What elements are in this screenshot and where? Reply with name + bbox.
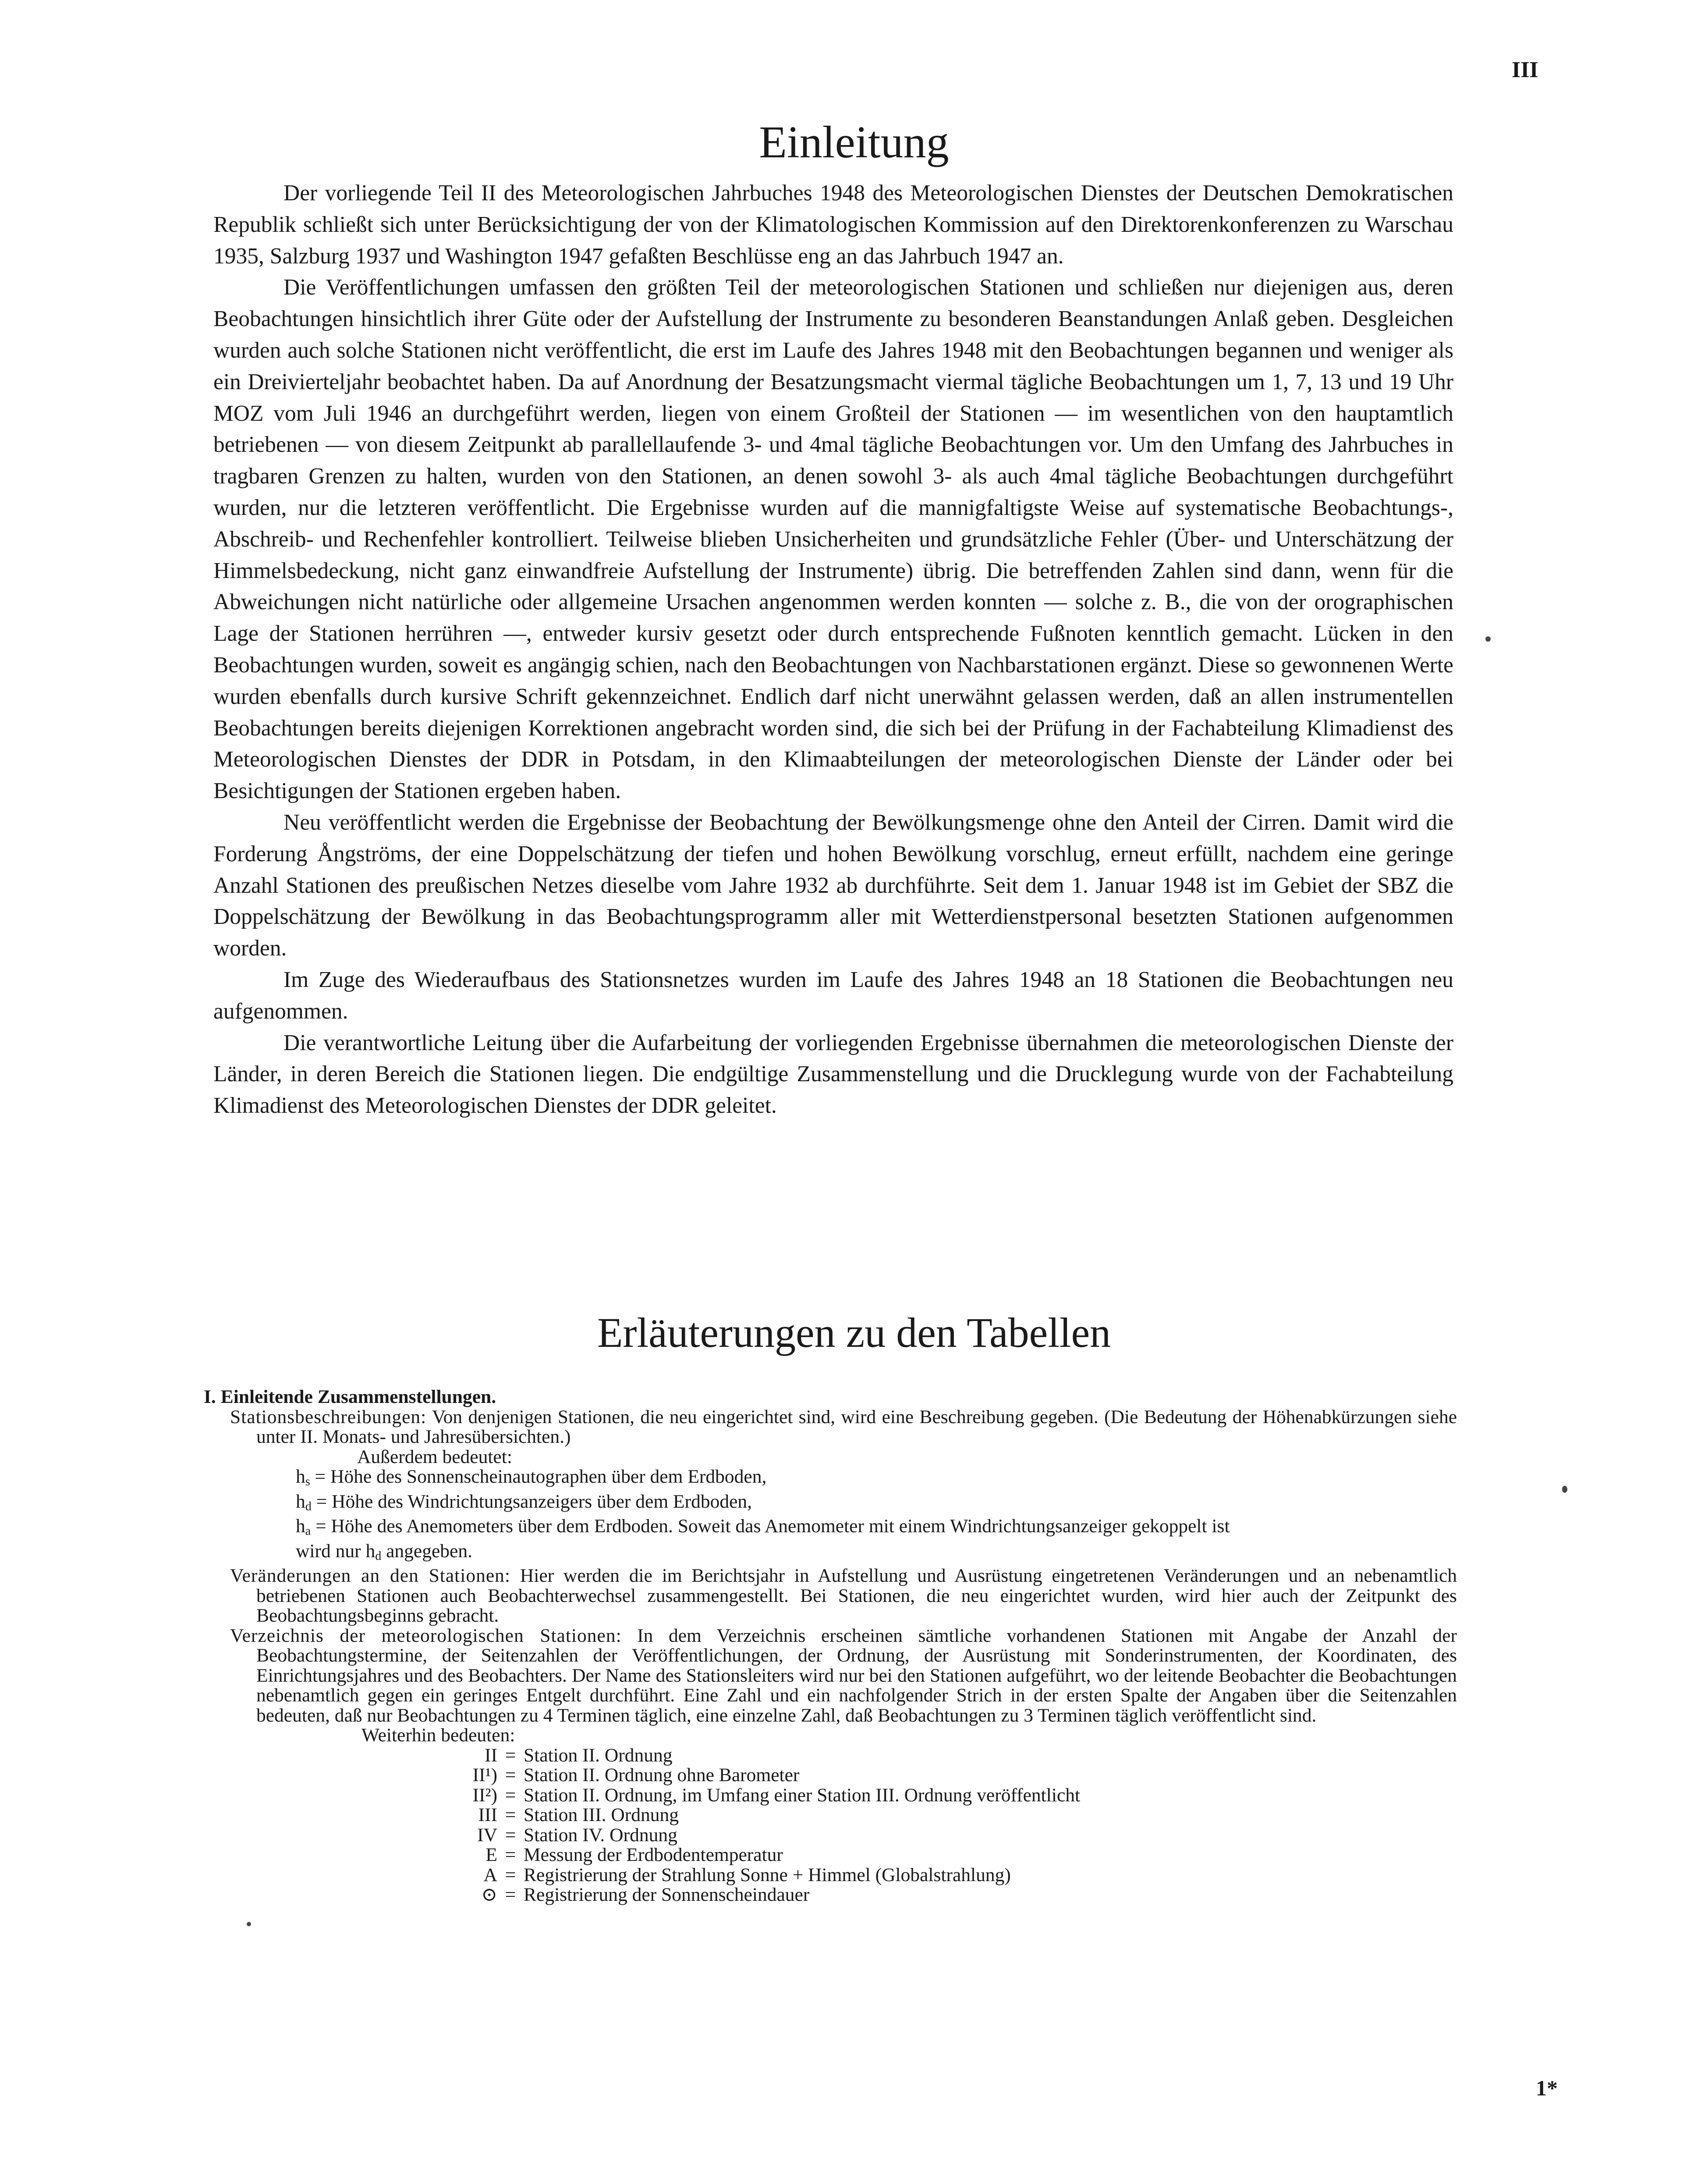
ha-definition	[204, 1516, 1457, 1541]
code-symbol: II¹)	[472, 1765, 497, 1786]
entry-text: In dem Verzeichnis erscheinen sämtliche vorhandenen Stationen mit Angabe der Anzahl der Beobachtungstermine, der Seitenzahlen der Veröffentlichungen, der Ordnung, der Ausrüstung mit Sonderinstrumenten, der Koordinaten, des Einrichtungsjahres und des Beobachters. Der Name des Stationsleiters wird nur bei den Stationen aufgeführt, wo der leitende Beobachter die Beobachtungen nebenamtlich gegen ein geringes Entgelt durchführt. Eine Zahl und ein nachfolgender Strich in der ersten Spalte der Angaben über die Seitenzahlen bedeuten, daß nur Beobachtungen zu 4 Terminen täglich, eine einzelne Zahl, daß Beobachtungen zu 3 Terminen täglich veröffentlicht sind.	[256, 1625, 1457, 1726]
explanations-body	[204, 1387, 1457, 1905]
code-symbol: ⊙	[481, 1884, 497, 1905]
intro-paragraph: Im Zuge des Wiederaufbaus des Stationsnetzes wurden im Laufe des Jahres 1948 an 18 Stationen die Beobachtungen neu aufgenommen.	[213, 967, 1453, 1024]
code-meaning: Station II. Ordnung, im Umfang einer Station III. Ordnung veröffentlicht	[524, 1784, 1081, 1806]
ha-cont-text: wird nur	[296, 1540, 361, 1562]
code-symbol: II²)	[472, 1784, 497, 1806]
code-meaning: Registrierung der Sonnenscheindauer	[524, 1884, 810, 1905]
code-meaning: Station IV. Ordnung	[524, 1824, 677, 1846]
code-row: ⊙ = Registrierung der Sonnenscheindauer	[204, 1885, 1457, 1905]
ha-symbol: $h_a$	[296, 1516, 311, 1538]
changes-entry	[204, 1566, 1457, 1626]
footer-signature-mark: 1*	[1536, 2076, 1558, 2100]
scan-speck	[1485, 636, 1491, 642]
intro-paragraph: Neu veröffentlicht werden die Ergebnisse der Beobachtung der Bewölkungsmenge ohne den Anteil der Cirren. Damit wird die Forderung Ångströms, der eine Doppelschätzung der tiefen und hohen Bewölkung vorschlug, erneut erfüllt, nachdem eine geringe Anzahl Stationen des preußischen Netzes dieselbe vom Jahre 1932 ab durchführte. Seit dem 1. Januar 1948 ist im Gebiet der SBZ die Doppelschätzung der Bewölkung in das Beobachtungsprogramm aller mit Wetterdienstpersonal besetzten Stationen aufgenommen worden.	[213, 810, 1453, 961]
scan-speck	[1562, 1486, 1567, 1493]
code-meaning: Station II. Ordnung	[524, 1744, 673, 1766]
code-row: III = Station III. Ordnung	[204, 1805, 1457, 1825]
intro-paragraph: Die Veröffentlichungen umfassen den größten Teil der meteorologischen Stationen und schließen nur diejenigen aus, deren Beobachtungen hinsichtlich ihrer Güte oder der Aufstellung der Instrumente zu besonderen Beanstandungen Anlaß geben. Desgleichen wurden auch solche Stationen nicht veröffentlicht, die erst im Laufe des Jahres 1948 mit den Beobachtungen begannen und weniger als ein Dreivierteljahr beobachtet haben. Da auf Anordnung der Besatzungsmacht viermal tägliche Beobachtungen um 1, 7, 13 und 19 Uhr MOZ vom Juli 1946 an durchgeführt werden, liegen von einem Großteil der Stationen — im wesentlichen von den hauptamtlich betriebenen — von diesem Zeitpunkt ab parallellaufende 3- und 4mal tägliche Beobachtungen vor. Um den Umfang des Jahrbuches in tragbaren Grenzen zu halten, wurden von den Stationen, an denen sowohl 3- als auch 4mal tägliche Beobachtungen durchgeführt wurden, nur die letzteren veröffentlicht. Die Ergebnisse wurden auf die mannigfaltigste Weise auf systematische Beobachtungs-, Abschreib- und Rechenfehler kontrolliert. Teilweise blieben Unsicherheiten und grundsätzliche Fehler (Über- und Unterschätzung der Himmelsbedeckung, nicht ganz einwandfreie Aufstellung der Instrumente) übrig. Die betreffenden Zahlen sind dann, wenn für die Abweichungen nicht natürliche oder allgemeine Ursachen angenommen werden konnten — solche z. B., die von der orographischen Lage der Stationen herrühren —, entweder kursiv gesetzt oder durch entsprechende Fußnoten kenntlich gemacht. Lücken in den Beobachtungen wurden, soweit es angängig schien, nach den Beobachtungen von Nachbarstationen ergänzt. Diese so gewonnenen Werte wurden ebenfalls durch kursive Schrift gekennzeichnet. Endlich darf nicht unerwähnt gelassen werden, daß an allen instrumentellen Beobachtungen bereits diejenigen Korrektionen angebracht worden sind, die sich bei der Prüfung in der Fachabteilung Klimadienst des Meteorologischen Dienstes der DDR in Potsdam, in den Klimaabteilungen der meteorologischen Dienste der Länder oder bei Besichtigungen der Stationen ergeben haben.	[213, 275, 1453, 804]
code-meaning: Messung der Erdbodentemperatur	[524, 1844, 783, 1865]
code-symbol: III	[478, 1804, 497, 1825]
hs-symbol: $h_s$	[296, 1466, 310, 1488]
entry-term: Veränderungen an den Stationen:	[230, 1565, 510, 1586]
code-meaning: Station II. Ordnung ohne Barometer	[524, 1765, 800, 1786]
entry-term: Stationsbeschreibungen:	[230, 1406, 427, 1427]
page-number: III	[1512, 57, 1538, 82]
intro-paragraph: Der vorliegende Teil II des Meteorologischen Jahrbuches 1948 des Meteorologischen Dienstes der Deutschen Demokratischen Republik schließt sich unter Berücksichtigung der von der Klimatologischen Kommission auf den Direktorenkonferenzen zu Warschau 1935, Salzburg 1937 und Washington 1947 gefaßten Beschlüsse eng an das Jahrbuch 1947 an.	[213, 181, 1453, 269]
code-row: IV = Station IV. Ordnung	[204, 1825, 1457, 1846]
introduction-body	[213, 178, 1453, 1122]
hs-definition	[204, 1467, 1457, 1492]
ha-cont-end-text: angegeben.	[386, 1540, 472, 1562]
further-means-label: Weiterhin bedeuten:	[361, 1725, 515, 1746]
entry-term: Verzeichnis der meteorologischen Stationen:	[230, 1625, 622, 1646]
code-list	[204, 1746, 1457, 1905]
code-symbol: II	[485, 1744, 497, 1766]
hs-text: = Höhe des Sonnenscheinautographen über dem Erdboden,	[315, 1466, 767, 1487]
ha-definition-cont: wird nur $h_d$ angegeben.	[296, 1540, 472, 1563]
hd-definition	[204, 1492, 1457, 1517]
station-descriptions-entry	[204, 1407, 1457, 1447]
code-meaning: Station III. Ordnung	[524, 1804, 679, 1825]
ha-text: = Höhe des Anemometers über dem Erdboden. Soweit das Anemometer mit einem Windrichtungsanzeiger gekoppelt ist	[315, 1516, 1230, 1537]
code-row: E = Messung der Erdbodentemperatur	[204, 1845, 1457, 1865]
entry-text: Von denjenigen Stationen, die neu eingerichtet sind, wird eine Beschreibung gegeben. (Die Bedeutung der Höhenabkürzungen siehe unter II. Monats- und Jahresübersichten.)	[256, 1406, 1457, 1447]
section-heading: I. Einleitende Zusammenstellungen.	[204, 1386, 496, 1407]
code-row: II¹) = Station II. Ordnung ohne Barometer	[204, 1765, 1457, 1786]
code-symbol: IV	[477, 1824, 497, 1846]
code-row: A = Registrierung der Strahlung Sonne + Himmel (Globalstrahlung)	[204, 1865, 1457, 1885]
explanations-title: Erläuterungen zu den Tabellen	[597, 1309, 1111, 1356]
code-row: II²) = Station II. Ordnung, im Umfang einer Station III. Ordnung veröffentlicht	[204, 1786, 1457, 1806]
code-symbol: A	[483, 1864, 497, 1885]
entry-text: Hier werden die im Berichtsjahr in Aufstellung und Ausrüstung eingetretenen Veränderungen und an nebenamtlich betriebenen Stationen auch Beobachterwechsel zusammengestellt. Bei Stationen, die neu eingerichtet wurden, wird hier auch der Zeitpunkt des Beobachtungsbeginns gebracht.	[256, 1565, 1457, 1626]
directory-entry	[204, 1626, 1457, 1726]
code-symbol: E	[485, 1844, 497, 1865]
intro-paragraph: Die verantwortliche Leitung über die Aufarbeitung der vorliegenden Ergebnisse übernahmen die meteorologischen Dienste der Länder, in deren Bereich die Stationen liegen. Die endgültige Zusammenstellung und die Drucklegung wurde von der Fachabteilung Klimadienst des Meteorologischen Dienstes der DDR geleitet.	[213, 1030, 1453, 1118]
hd-symbol: $h_d$	[296, 1491, 312, 1513]
also-means-label: Außerdem bedeutet:	[357, 1446, 512, 1467]
code-row: II = Station II. Ordnung	[204, 1746, 1457, 1766]
scan-speck	[247, 1922, 251, 1926]
hd-text: = Höhe des Windrichtungsanzeigers über dem Erdboden,	[316, 1491, 752, 1512]
introduction-title: Einleitung	[759, 117, 949, 167]
code-meaning: Registrierung der Strahlung Sonne + Himmel (Globalstrahlung)	[524, 1864, 1011, 1885]
